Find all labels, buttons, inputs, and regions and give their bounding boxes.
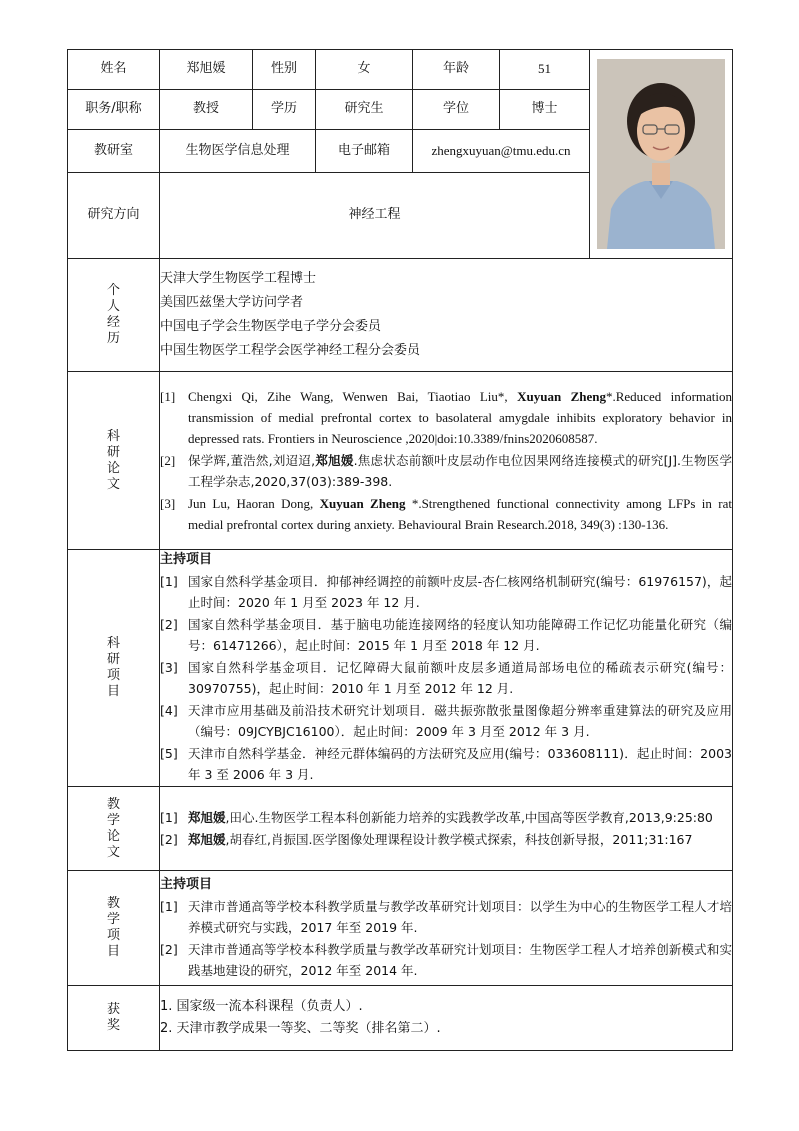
email-label: 电子邮箱 — [316, 130, 413, 173]
teaching-projects-label: 教学项目 — [106, 896, 120, 959]
teaching-papers-label-cell — [68, 787, 160, 871]
list-item: [2] 国家自然科学基金项目．基于脑电功能连接网络的轻度认知功能障碍工作记忆功能量化研究（编号：61471266），起止时间：2015 年 1 月至 2018 年 12 月. — [160, 617, 732, 653]
teaching-papers-list — [160, 787, 733, 871]
list-item: [1] 国家自然科学基金项目．抑郁神经调控的前额叶皮层-杏仁核网络机制研究(编号：61976157)，起止时间：2020 年 1 月至 2023 年 12 月. — [160, 574, 732, 610]
dept-value: 生物医学信息处理 — [160, 130, 316, 173]
education-label: 学历 — [253, 90, 316, 130]
list-item: [1] 郑旭媛,田心.生物医学工程本科创新能力培养的实践教学改革,中国高等医学教育,2013,9:25:80 — [160, 809, 713, 825]
awards-label-cell — [68, 986, 160, 1051]
papers-label: 科研论文 — [106, 428, 120, 492]
projects-label: 科研项目 — [106, 636, 120, 699]
dept-label: 教研室 — [68, 130, 160, 173]
portrait-photo — [597, 59, 725, 249]
title-value: 教授 — [160, 90, 253, 130]
age-value: 51 — [500, 50, 590, 90]
list-item: [4] 天津市应用基础及前沿技术研究计划项目．磁共振弥散张量图像超分辨率重建算法的研究及应用（编号：09JCYBJC16100）．起止时间：2009 年 3 月至 2012 年 3 月. — [160, 703, 732, 739]
awards-list — [160, 986, 733, 1051]
teaching-projects-list — [160, 871, 733, 986]
list-item: 2. 天津市教学成果一等奖、二等奖（排名第二）. — [160, 1021, 441, 1036]
name-label: 姓名 — [68, 50, 160, 90]
list-item: 美国匹兹堡大学访问学者 — [160, 295, 304, 310]
papers-label-cell — [68, 372, 160, 550]
research-label: 研究方向 — [68, 173, 160, 259]
list-item: [1] 天津市普通高等学校本科教学质量与教学改革研究计划项目：以学生为中心的生物医学工程人才培养模式研究与实践，2017 年至 2019 年. — [160, 898, 732, 935]
age-label: 年龄 — [413, 50, 500, 90]
teaching-projects-label-cell — [68, 871, 160, 986]
projects-list — [160, 550, 733, 787]
teaching-projects-heading: 主持项目 — [160, 876, 213, 892]
teaching-papers-label: 教学论文 — [106, 796, 120, 860]
projects-heading: 主持项目 — [160, 552, 213, 567]
projects-label-cell — [68, 550, 160, 787]
list-item: [1] Chengxi Qi, Zihe Wang, Wenwen Bai, Tiaotiao Liu*, Xuyuan Zheng*.Reduced information transmission of medial prefrontal cortex to basolateral amygdale inhibits exploratory behavior in depressed rats. Frontiers in Neuroscience ,2020|doi:10.3389/fnins2020608587. — [160, 388, 733, 446]
resume-label-cell — [68, 259, 160, 372]
degree-value: 博士 — [500, 90, 590, 130]
profile-table — [67, 49, 733, 1051]
research-value: 神经工程 — [160, 173, 590, 259]
degree-label: 学位 — [413, 90, 500, 130]
list-item: [2] 天津市普通高等学校本科教学质量与教学改革研究计划项目：生物医学工程人才培养创新模式和实践基地建设的研究，2012 年至 2014 年. — [160, 941, 732, 978]
list-item: 中国生物医学工程学会医学神经工程分会委员 — [160, 343, 421, 358]
email-value: zhengxuyuan@tmu.edu.cn — [413, 130, 590, 173]
list-item: [2] 保学辉,董浩然,刘迢迢,郑旭媛.焦虑状态前额叶皮层动作电位因果网络连接模式的研究[J].生物医学工程学杂志,2020,37(03):389-398. — [160, 452, 732, 489]
papers-list — [160, 372, 733, 550]
awards-label: 获奖 — [106, 1002, 120, 1033]
list-item: 天津大学生物医学工程博士 — [160, 271, 317, 286]
education-value: 研究生 — [316, 90, 413, 130]
resume-label: 个人经历 — [106, 283, 120, 346]
resume-list — [160, 259, 733, 372]
gender-label: 性别 — [253, 50, 316, 90]
gender-value: 女 — [316, 50, 413, 90]
portrait-illustration — [597, 59, 725, 249]
portrait-cell — [590, 50, 733, 259]
list-item: [2] 郑旭媛,胡春红,肖振国.医学图像处理课程设计教学模式探索，科技创新导报，2011;31:167 — [160, 831, 693, 847]
list-item: [5] 天津市自然科学基金．神经元群体编码的方法研究及应用(编号：033608111)．起止时间：2003 年 3 至 2006 年 3 月. — [160, 746, 732, 782]
list-item: [3] 国家自然科学基金项目．记忆障碍大鼠前额叶皮层多通道局部场电位的稀疏表示研究(编号：30970755)，起止时间：2010 年 1 月至 2012 年 12 月. — [160, 660, 732, 696]
name-value: 郑旭媛 — [160, 50, 253, 90]
title-label: 职务/职称 — [68, 90, 160, 130]
list-item: [3] Jun Lu, Haoran Dong, Xuyuan Zheng *.Strengthened functional connectivity among LFPs in rat medial prefrontal cortex during anxiety. Behavioural Brain Research.2018, 349(3) :130-136. — [160, 495, 732, 532]
list-item: 1. 国家级一流本科课程（负责人）. — [160, 999, 363, 1014]
list-item: 中国电子学会生物医学电子学分会委员 — [160, 319, 382, 334]
